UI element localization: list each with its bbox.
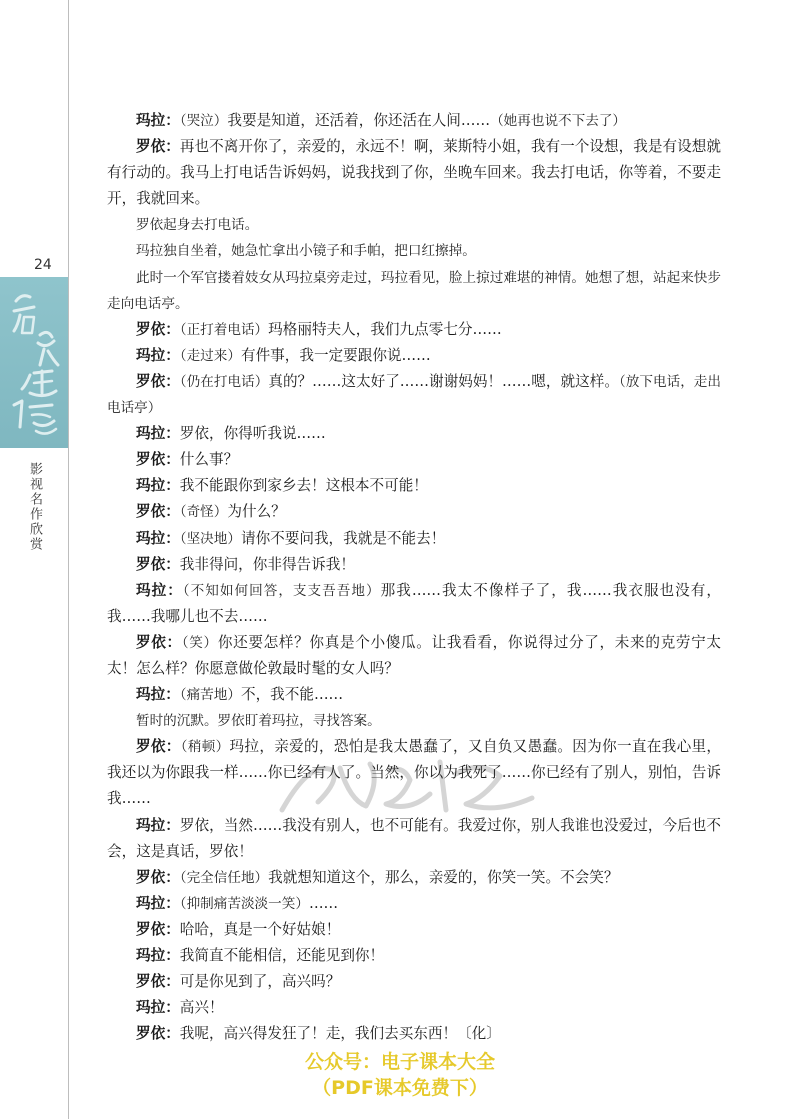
speaker-name: 玛拉： — [136, 477, 180, 495]
dialogue-line — [107, 630, 721, 682]
dialogue-line — [107, 421, 721, 447]
speaker-name: 玛拉： — [136, 686, 180, 704]
speaker-name: 玛拉： — [136, 346, 180, 364]
dialogue-text: 我就想知道这个，那么，亲爱的，你笑一笑。不会笑？ — [268, 868, 619, 886]
dialogue-line — [107, 369, 721, 421]
speaker-name: 玛拉： — [136, 947, 180, 964]
series-vertical-title: 影视名作欣赏 — [27, 462, 42, 552]
dialogue-line — [107, 552, 721, 578]
speaker-name: 玛拉： — [136, 529, 180, 547]
dialogue-line — [107, 865, 721, 891]
stage-direction: （抑制痛苦淡淡一笑） — [179, 895, 309, 912]
dialogue-text: 为什么？ — [227, 503, 286, 521]
stage-direction: （痛苦地） — [179, 687, 241, 704]
dialogue-text: 我不能跟你到家乡去！这根本不可能！ — [179, 477, 428, 495]
speaker-name: 罗依： — [136, 320, 180, 338]
dialogue-text: 什么事？ — [179, 451, 239, 469]
stage-direction-line — [107, 212, 721, 238]
speaker-name: 罗依： — [136, 1025, 180, 1043]
dialogue-text: 请你不要问我，我就是不能去！ — [240, 529, 446, 547]
series-logo — [0, 277, 68, 448]
dialogue-line — [107, 108, 721, 134]
script-body — [107, 108, 721, 1047]
stage-direction: 暂时的沉默。罗依盯着玛拉，寻找答案。 — [136, 713, 381, 730]
dialogue-text: 那我……我太不像样子了，我……我衣服也没有，我……我哪儿也不去…… — [107, 581, 721, 625]
dialogue-line — [107, 317, 721, 343]
dialogue-text: 哈哈，真是一个好姑娘！ — [179, 920, 341, 938]
dialogue-line — [107, 917, 721, 943]
dialogue-line — [107, 447, 721, 473]
dialogue-line — [107, 969, 721, 995]
stage-direction: 罗依起身去打电话。 — [136, 217, 259, 234]
stage-direction: （放下电话，走出电话亭） — [107, 373, 722, 417]
stage-direction: （完全信任地） — [179, 869, 269, 886]
stage-direction: 此时一个军官搂着妓女从玛拉桌旁走过，玛拉看见，脸上掠过难堪的神情。她想了想，站起来快步走向电话亭。 — [107, 269, 721, 312]
dialogue-text: …… — [308, 894, 339, 912]
speaker-name: 玛拉： — [136, 581, 183, 599]
speaker-name: 罗依： — [136, 503, 180, 521]
speaker-name: 玛拉： — [136, 999, 180, 1017]
dialogue-text: 真的？……这太好了……谢谢妈妈！……嗯，就这样。 — [268, 372, 619, 390]
dialogue-text: 罗依，你得听我说…… — [179, 425, 326, 443]
stage-direction: （不知如何回答，支支吾吾地） — [182, 582, 381, 599]
dialogue-text: 罗依，当然……我没有别人，也不可能有。我爱过你，别人我谁也没爱过，今后也不会，这是真话，罗依！ — [107, 816, 721, 860]
page-margin-line — [68, 0, 69, 1119]
dialogue-line — [107, 343, 721, 369]
stage-direction: （哭泣） — [179, 113, 228, 129]
speaker-name: 玛拉： — [136, 894, 180, 912]
stage-direction: （稍顿） — [180, 739, 230, 756]
dialogue-text: 玛拉，亲爱的，恐怕是我太愚蠢了，又自负又愚蠢。因为你一直在我心里，我还以为你跟我一样……你已经有人了。当然，你以为我死了……你已经有了别人，别怕，告诉我…… — [107, 738, 721, 808]
dialogue-text: 玛格丽特夫人，我们九点零七分…… — [268, 320, 502, 338]
stage-direction: （笑） — [181, 634, 218, 651]
dialogue-text: 我非得问，你非得告诉我！ — [179, 555, 355, 573]
stage-direction: （她再也说不下去了） — [490, 113, 627, 129]
speaker-name: 罗依： — [136, 372, 180, 390]
dialogue-text: 我简直不能相信，还能见到你！ — [179, 947, 385, 964]
dialogue-text: 有件事，我一定要跟你说…… — [240, 346, 431, 364]
speaker-name: 罗依： — [136, 920, 180, 938]
speaker-name: 罗依： — [136, 555, 180, 573]
stage-direction: （走过来） — [179, 347, 241, 364]
speaker-name: 罗依： — [136, 633, 182, 651]
dialogue-line — [107, 813, 721, 865]
dialogue-line — [107, 526, 721, 552]
dialogue-text: 再也不离开你了，亲爱的，永远不！啊，莱斯特小姐，我有一个设想，我是有设想就有行动的。我马上打电话告诉妈妈，说我找到了你，坐晚车回来。我去打电话，你等着，不要走开，我就回来。 — [107, 138, 721, 208]
dialogue-line — [107, 499, 721, 525]
speaker-name: 罗依： — [136, 138, 180, 156]
dialogue-line — [107, 734, 721, 812]
dialogue-line — [107, 578, 721, 630]
stage-direction-line — [107, 708, 721, 734]
dialogue-line — [107, 995, 721, 1021]
speaker-name: 罗依： — [136, 868, 180, 886]
dialogue-text: 高兴！ — [179, 999, 224, 1017]
dialogue-text: 你还要怎样？你真是个小傻瓜。让我看看，你说得过分了，未来的克劳宁太太！怎么样？你愿意做伦敦最时髦的女人吗？ — [107, 633, 721, 677]
speaker-name: 罗依： — [136, 973, 180, 991]
stage-direction-line — [107, 265, 721, 317]
dialogue-text: 可是你见到了，高兴吗？ — [179, 973, 341, 991]
speaker-name: 罗依： — [136, 451, 180, 469]
promo-line-1: 公众号：电子课本大全 — [304, 1051, 495, 1073]
dialogue-line — [107, 682, 721, 708]
dialogue-text: 我呢，高兴得发狂了！走，我们去买东西！〔化〕 — [179, 1025, 501, 1043]
dialogue-line — [107, 891, 721, 917]
stage-direction: （坚决地） — [179, 530, 241, 547]
dialogue-line — [107, 1021, 721, 1047]
dialogue-text: 我要是知道，还活着，你还活在人间…… — [227, 112, 491, 129]
speaker-name: 玛拉： — [136, 112, 180, 129]
page-number: 24 — [34, 257, 52, 273]
speaker-name: 罗依： — [136, 738, 181, 756]
dialogue-line — [107, 473, 721, 499]
speaker-name: 玛拉： — [136, 425, 180, 443]
speaker-name: 玛拉： — [136, 816, 180, 834]
stage-direction: （正打着电话） — [179, 321, 269, 338]
stage-direction: （仍在打电话） — [179, 373, 269, 390]
dialogue-text: 不，我不能…… — [240, 686, 344, 704]
stage-direction: 玛拉独自坐着，她急忙拿出小镜子和手帕，把口红擦掉。 — [136, 243, 476, 260]
promo-line-2: （PDF课本免费下） — [312, 1077, 488, 1099]
series-side-tab — [0, 277, 68, 448]
dialogue-line — [107, 134, 721, 212]
stage-direction-line — [107, 238, 721, 264]
stage-direction: （奇怪） — [179, 504, 228, 521]
dialogue-line — [107, 943, 721, 969]
